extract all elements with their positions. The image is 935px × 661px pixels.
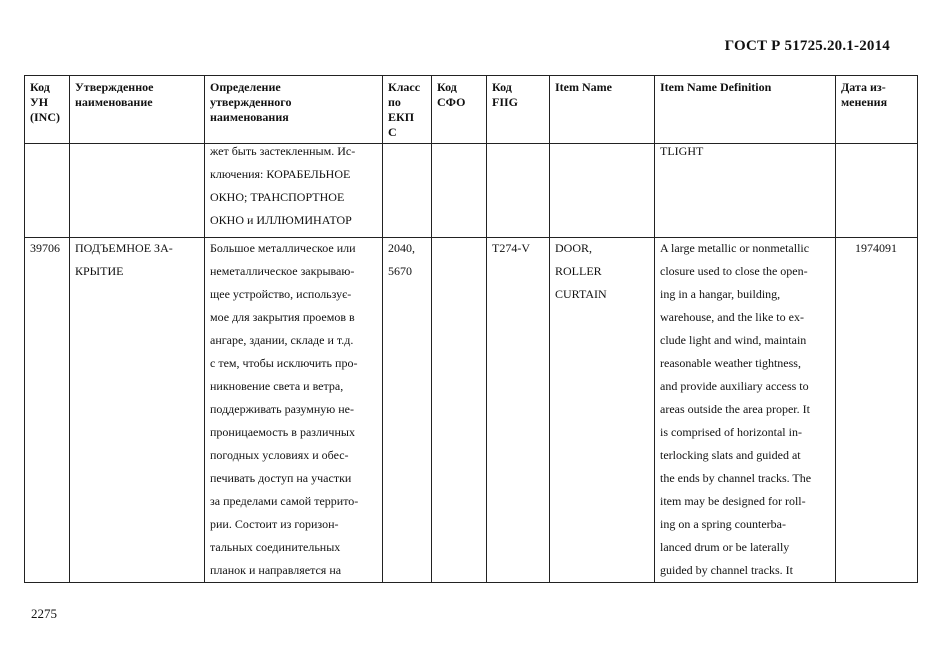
column-header-col-approved-name bbox=[70, 76, 205, 144]
column-header-col-fiig-code bbox=[487, 76, 550, 144]
column-header-line: ЕКП bbox=[388, 110, 415, 124]
cell-text-line: 1974091 bbox=[855, 241, 897, 255]
page-number: 2275 bbox=[31, 606, 57, 621]
cell-text-line: мое для закрытия проемов в bbox=[210, 310, 355, 324]
table-cell-col-item-name bbox=[550, 238, 655, 583]
column-header-line: Дата из- bbox=[841, 80, 886, 94]
cell-text-line: щее устройство, использує- bbox=[210, 287, 352, 301]
table-cell-col-class-ekps bbox=[383, 144, 432, 238]
table-cell-col-approved-name bbox=[70, 144, 205, 238]
cell-text-line: guided by channel tracks. It bbox=[660, 563, 793, 577]
table-cell-col-class-ekps bbox=[383, 238, 432, 583]
column-header-line: Item Name bbox=[555, 80, 612, 94]
column-header-col-class-ekps bbox=[383, 76, 432, 144]
cell-text-line: печивать доступ на участки bbox=[210, 471, 352, 485]
cell-text-line: проницаемость в различных bbox=[210, 425, 355, 439]
cell-text-line: terlocking slats and guided at bbox=[660, 448, 801, 462]
cell-text-line: неметаллическое закрываю- bbox=[210, 264, 355, 278]
column-header-line: наименование bbox=[75, 95, 153, 109]
table-row bbox=[25, 238, 918, 583]
column-header-line: менения bbox=[841, 95, 888, 109]
cell-text-line: рии. Состоит из горизон- bbox=[210, 517, 339, 531]
column-header-line: наименования bbox=[210, 110, 289, 124]
table-cell-col-change-date bbox=[836, 144, 918, 238]
cell-text-line: КРЫТИЕ bbox=[75, 264, 124, 278]
column-header-line: по bbox=[388, 95, 401, 109]
column-header-line: Код bbox=[492, 80, 512, 94]
table-cell-col-item-name-definition bbox=[655, 238, 836, 583]
table-cell-col-fiig-code bbox=[487, 144, 550, 238]
cell-text-line: ОКНО; ТРАНСПОРТНОЕ bbox=[210, 190, 345, 204]
cell-text-line: поддерживать разумную не- bbox=[210, 402, 354, 416]
column-header-col-item-name bbox=[550, 76, 655, 144]
table-cell-col-sfo-code bbox=[432, 238, 487, 583]
table-cell-col-code-inc bbox=[25, 144, 70, 238]
table-header-row bbox=[25, 76, 918, 144]
table-cell-col-item-name bbox=[550, 144, 655, 238]
cell-text-line: жет быть застекленным. Ис- bbox=[210, 144, 356, 158]
cell-text-line: тальных соединительных bbox=[210, 540, 341, 554]
cell-text-line: ing on a spring counterba- bbox=[660, 517, 786, 531]
table-cell-col-change-date bbox=[836, 238, 918, 583]
cell-text-line: ОКНО и ИЛЛЮМИНАТОР bbox=[210, 213, 352, 227]
table-row bbox=[25, 144, 918, 238]
cell-text-line: closure used to close the open- bbox=[660, 264, 808, 278]
cell-text-line: A large metallic or nonmetallic bbox=[660, 241, 810, 255]
column-header-line: Item Name Definition bbox=[660, 80, 772, 94]
cell-text-line: 5670 bbox=[388, 264, 412, 278]
cell-text-line: планок и направляется на bbox=[210, 563, 342, 577]
column-header-line: Класс bbox=[388, 80, 421, 94]
column-header-col-code-inc bbox=[25, 76, 70, 144]
cell-text-line: DOOR, bbox=[555, 241, 593, 255]
column-header-line: СФО bbox=[437, 95, 466, 109]
column-header-line: Определение bbox=[210, 80, 281, 94]
column-header-col-item-name-definition bbox=[655, 76, 836, 144]
cell-text-line: T274-V bbox=[492, 241, 530, 255]
column-header-line: Код bbox=[437, 80, 457, 94]
column-header-line: С bbox=[388, 125, 397, 139]
table-cell-col-name-definition bbox=[205, 144, 383, 238]
cell-text-line: clude light and wind, maintain bbox=[660, 333, 807, 347]
table-cell-col-sfo-code bbox=[432, 144, 487, 238]
column-header-line: (INC) bbox=[30, 110, 60, 124]
column-header-col-name-definition bbox=[205, 76, 383, 144]
cell-text-line: is comprised of horizontal in- bbox=[660, 425, 802, 439]
cell-text-line: ПОДЪЕМНОЕ ЗА- bbox=[75, 241, 173, 255]
column-header-line: утвержденного bbox=[210, 95, 292, 109]
cell-text-line: warehouse, and the like to ex- bbox=[660, 310, 804, 324]
cell-text-line: ROLLER bbox=[555, 264, 602, 278]
cell-text-line: 2040, bbox=[388, 241, 415, 255]
cell-text-line: за пределами самой террито- bbox=[210, 494, 359, 508]
cell-text-line: ing in a hangar, building, bbox=[660, 287, 781, 301]
cell-text-line: reasonable weather tightness, bbox=[660, 356, 801, 370]
cell-text-line: Большое металлическое или bbox=[210, 241, 356, 255]
cell-text-line: and provide auxiliary access to bbox=[660, 379, 809, 393]
column-header-line: УН bbox=[30, 95, 49, 109]
column-header-col-sfo-code bbox=[432, 76, 487, 144]
column-header-col-change-date bbox=[836, 76, 918, 144]
cell-text-line: погодных условиях и обес- bbox=[210, 448, 349, 462]
cell-text-line: никновение света и ветра, bbox=[210, 379, 344, 393]
table-cell-col-item-name-definition bbox=[655, 144, 836, 238]
document-title: ГОСТ Р 51725.20.1-2014 bbox=[724, 38, 890, 54]
column-header-line: Утвержденное bbox=[75, 80, 154, 94]
cell-text-line: CURTAIN bbox=[555, 287, 607, 301]
table-cell-col-approved-name bbox=[70, 238, 205, 583]
table-cell-col-code-inc bbox=[25, 238, 70, 583]
cell-text-line: lanced drum or be laterally bbox=[660, 540, 790, 554]
cell-text-line: с тем, чтобы исключить про- bbox=[210, 356, 358, 370]
cell-text-line: areas outside the area proper. It bbox=[660, 402, 810, 416]
table-cell-col-fiig-code bbox=[487, 238, 550, 583]
cell-text-line: item may be designed for roll- bbox=[660, 494, 806, 508]
cell-text-line: ангаре, здании, складе и т.д. bbox=[210, 333, 354, 347]
column-header-line: Код bbox=[30, 80, 50, 94]
table-cell-col-name-definition bbox=[205, 238, 383, 583]
cell-text-line: 39706 bbox=[30, 241, 60, 255]
column-header-line: FIIG bbox=[492, 95, 519, 109]
data-table bbox=[24, 75, 918, 583]
cell-text-line: ключения: КОРАБЕЛЬНОЕ bbox=[210, 167, 351, 181]
cell-text-line: the ends by channel tracks. The bbox=[660, 471, 812, 485]
cell-text-line: TLIGHT bbox=[660, 144, 704, 158]
